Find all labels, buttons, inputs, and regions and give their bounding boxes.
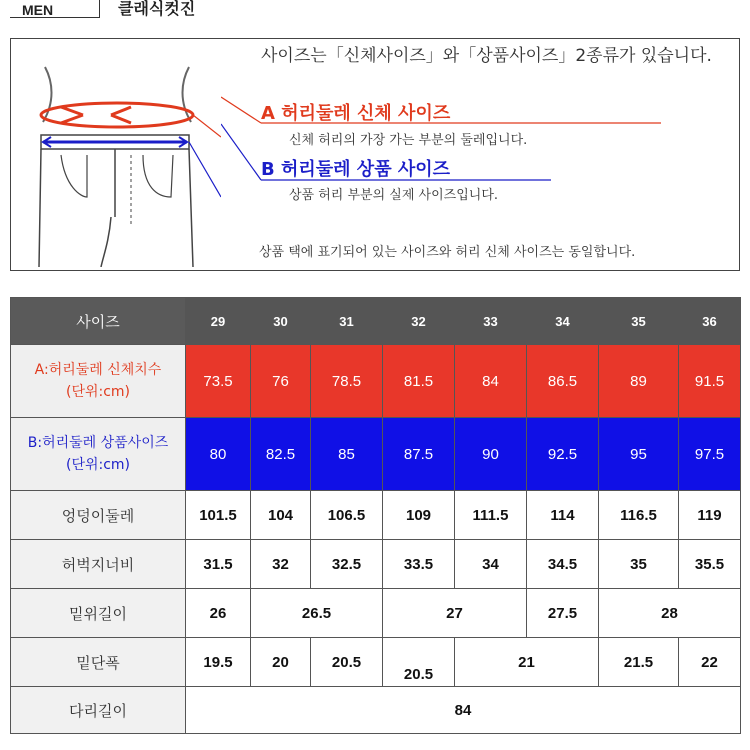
size-cell: 33 bbox=[455, 298, 527, 345]
waist-body-size-desc: 신체 허리의 가장 가는 부분의 둘레입니다. bbox=[289, 133, 528, 148]
waist-body-size-label: A 허리둘레 신체 사이즈 bbox=[261, 103, 451, 124]
hip-cell: 104 bbox=[251, 491, 311, 540]
hip-cell: 116.5 bbox=[599, 491, 679, 540]
hip-cell: 106.5 bbox=[311, 491, 383, 540]
inseam-row-label: 다리길이 bbox=[11, 687, 186, 734]
hem-cell: 21.5 bbox=[599, 638, 679, 687]
size-header-row bbox=[11, 298, 741, 345]
hem-cell: 22 bbox=[679, 638, 741, 687]
size-table bbox=[10, 297, 741, 734]
size-cell: 30 bbox=[251, 298, 311, 345]
size-cell: 35 bbox=[599, 298, 679, 345]
size-note: 상품 택에 표기되어 있는 사이즈와 허리 신체 사이즈는 동일합니다. bbox=[259, 245, 636, 260]
thigh-cell: 32 bbox=[251, 540, 311, 589]
waist-body-cell: 91.5 bbox=[679, 345, 741, 418]
hip-row bbox=[11, 491, 741, 540]
waist-body-cell: 78.5 bbox=[311, 345, 383, 418]
hem-cell: 19.5 bbox=[186, 638, 251, 687]
size-cell: 32 bbox=[383, 298, 455, 345]
waist-product-cell: 97.5 bbox=[679, 418, 741, 491]
hem-cell bbox=[383, 638, 455, 687]
size-cell: 36 bbox=[679, 298, 741, 345]
hip-cell: 114 bbox=[527, 491, 599, 540]
thigh-cell: 34 bbox=[455, 540, 527, 589]
size-cell: 34 bbox=[527, 298, 599, 345]
rise-cell: 26 bbox=[186, 589, 251, 638]
waist-product-cell: 82.5 bbox=[251, 418, 311, 491]
waist-body-cell: 76 bbox=[251, 345, 311, 418]
waist-product-cell: 85 bbox=[311, 418, 383, 491]
rise-cell: 26.5 bbox=[251, 589, 383, 638]
product-title: 클래식컷진 bbox=[118, 0, 196, 18]
size-cell: 31 bbox=[311, 298, 383, 345]
waist-product-cell: 95 bbox=[599, 418, 679, 491]
waist-body-row-label bbox=[11, 345, 186, 418]
size-cell: 29 bbox=[186, 298, 251, 345]
rise-cell: 27 bbox=[383, 589, 527, 638]
waist-body-cell: 86.5 bbox=[527, 345, 599, 418]
waist-body-row bbox=[11, 345, 741, 418]
size-guide-box bbox=[10, 38, 740, 271]
size-label: 사이즈 bbox=[11, 298, 186, 345]
thigh-cell: 32.5 bbox=[311, 540, 383, 589]
thigh-cell: 31.5 bbox=[186, 540, 251, 589]
waist-product-cell: 92.5 bbox=[527, 418, 599, 491]
waist-product-row-title: B:허리둘레 상품사이즈 bbox=[27, 435, 169, 451]
waist-body-row-title: A:허리둘레 신체치수 bbox=[34, 362, 162, 378]
jeans-waist-illustration bbox=[31, 57, 221, 267]
hip-cell: 109 bbox=[383, 491, 455, 540]
waist-product-row bbox=[11, 418, 741, 491]
inseam-row bbox=[11, 687, 741, 734]
inseam-cell: 84 bbox=[186, 687, 741, 734]
hem-cell: 20 bbox=[251, 638, 311, 687]
hem-row bbox=[11, 638, 741, 687]
men-tag: MEN bbox=[10, 0, 100, 18]
hip-cell: 111.5 bbox=[455, 491, 527, 540]
hem-cell: 21 bbox=[455, 638, 599, 687]
waist-product-cell: 87.5 bbox=[383, 418, 455, 491]
hem-cell: 20.5 bbox=[311, 638, 383, 687]
hem-row-label: 밑단폭 bbox=[11, 638, 186, 687]
waist-body-cell: 89 bbox=[599, 345, 679, 418]
hip-row-label: 엉덩이둘레 bbox=[11, 491, 186, 540]
waist-body-cell: 81.5 bbox=[383, 345, 455, 418]
waist-body-cell: 73.5 bbox=[186, 345, 251, 418]
waist-body-row-unit: (단위:cm) bbox=[65, 384, 131, 400]
rise-cell: 28 bbox=[599, 589, 741, 638]
waist-product-cell: 90 bbox=[455, 418, 527, 491]
waist-body-cell: 84 bbox=[455, 345, 527, 418]
waist-product-row-label bbox=[11, 418, 186, 491]
rise-cell: 27.5 bbox=[527, 589, 599, 638]
hem-cell-value: 20.5 bbox=[403, 665, 434, 683]
thigh-cell: 34.5 bbox=[527, 540, 599, 589]
thigh-cell: 35 bbox=[599, 540, 679, 589]
rise-row bbox=[11, 589, 741, 638]
thigh-cell: 33.5 bbox=[383, 540, 455, 589]
thigh-row-label: 허벅지너비 bbox=[11, 540, 186, 589]
waist-product-size-label: B 허리둘레 상품 사이즈 bbox=[261, 159, 451, 180]
waist-product-cell: 80 bbox=[186, 418, 251, 491]
rise-row-label: 밑위길이 bbox=[11, 589, 186, 638]
waist-product-row-unit: (단위:cm) bbox=[65, 457, 131, 473]
hip-cell: 119 bbox=[679, 491, 741, 540]
thigh-cell: 35.5 bbox=[679, 540, 741, 589]
hip-cell: 101.5 bbox=[186, 491, 251, 540]
waist-product-size-desc: 상품 허리 부분의 실제 사이즈입니다. bbox=[289, 188, 499, 203]
page-header bbox=[0, 0, 750, 28]
thigh-row bbox=[11, 540, 741, 589]
size-intro-text: 사이즈는「신체사이즈」와「상품사이즈」2종류가 있습니다. bbox=[261, 46, 712, 66]
